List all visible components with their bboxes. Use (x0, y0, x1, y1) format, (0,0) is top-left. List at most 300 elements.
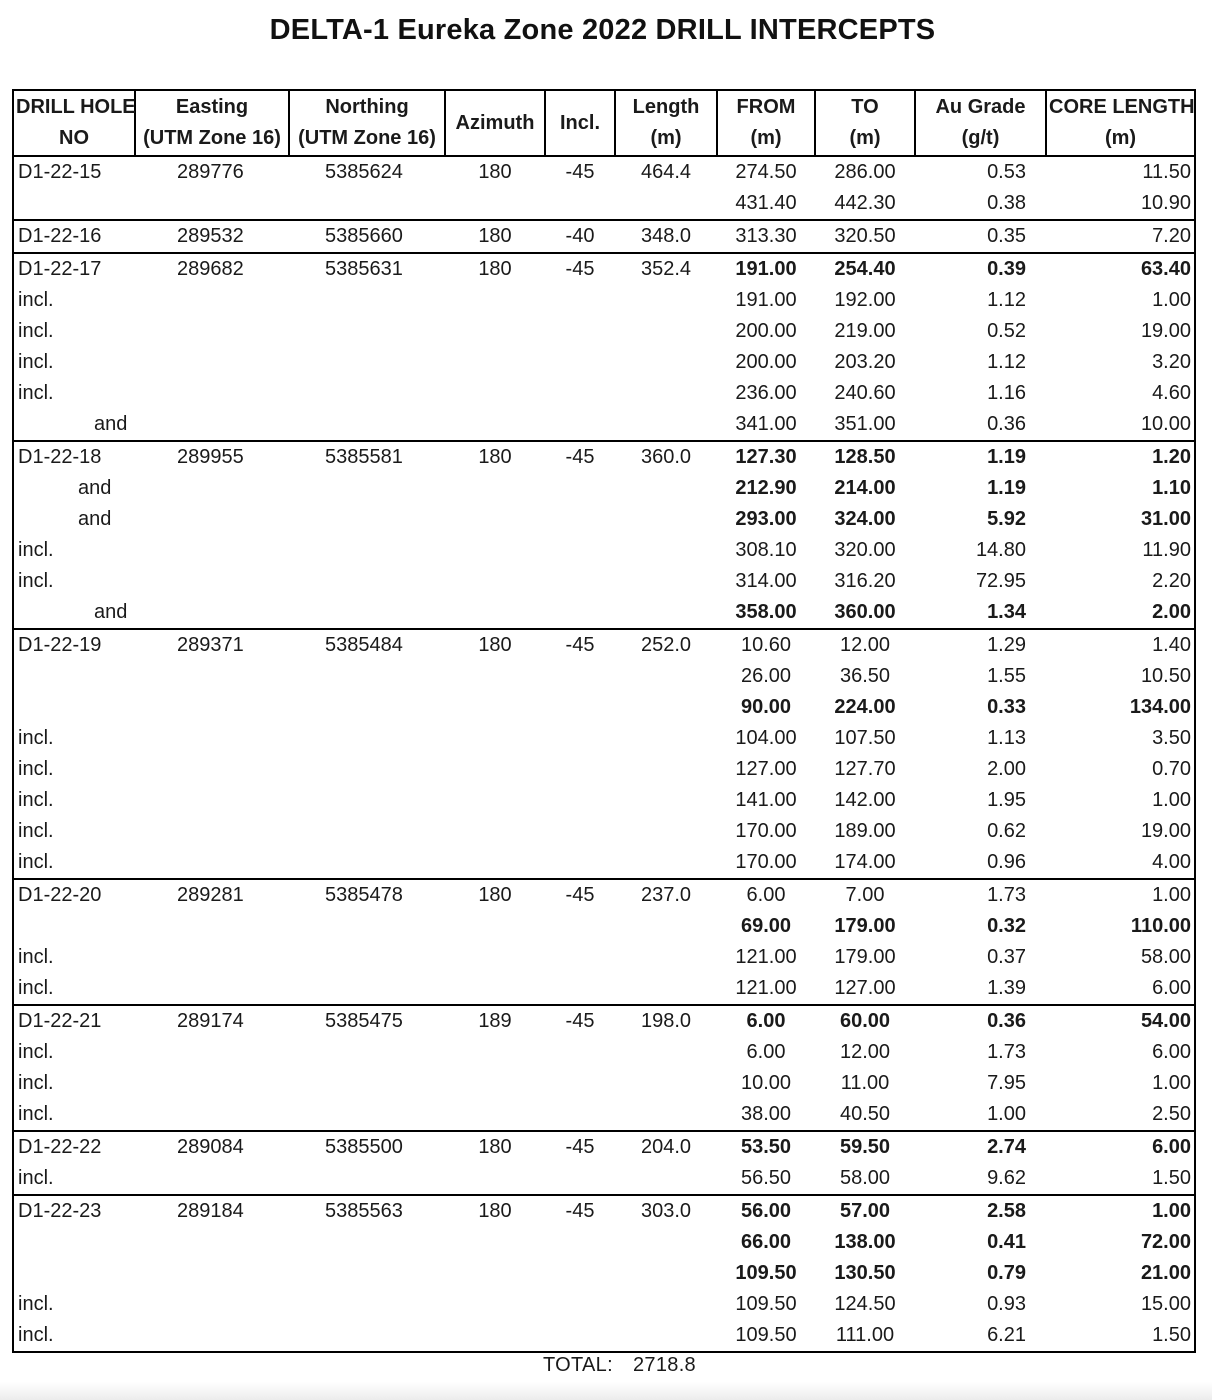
cell-to: 60.00 (815, 1005, 915, 1037)
cell-easting: 289174 (135, 1005, 289, 1037)
cell-northing (289, 1099, 445, 1131)
cell-easting (135, 785, 289, 816)
cell-from: 141.00 (735, 789, 797, 811)
header-core-length (1046, 90, 1195, 156)
cell-incl (545, 535, 615, 566)
cell-length (615, 847, 717, 879)
total-value: 2718.8 (633, 1354, 696, 1376)
cell-northing: 5385624 (289, 156, 445, 188)
cell-length (615, 1289, 717, 1320)
table-row (13, 1099, 1195, 1131)
cell-northing (289, 785, 445, 816)
cell-au-grade: 0.39 (915, 253, 1046, 285)
cell-length (615, 973, 717, 1005)
cell-au-grade: 1.29 (915, 629, 1046, 661)
cell-azimuth (445, 723, 545, 754)
cell-core-length: 1.00 (1046, 879, 1195, 911)
cell-incl (545, 847, 615, 879)
cell-easting: 289532 (135, 220, 289, 253)
cell-incl (545, 409, 615, 441)
cell-incl (545, 785, 615, 816)
cell-azimuth (445, 692, 545, 723)
cell-length (615, 942, 717, 973)
cell-azimuth: 180 (445, 220, 545, 253)
cell-incl (545, 316, 615, 347)
cell-interval-label: incl. (13, 723, 135, 754)
cell-northing (289, 597, 445, 629)
cell-au-grade: 1.12 (987, 289, 1026, 311)
cell-from: 53.50 (717, 1131, 815, 1163)
cell-easting: 289184 (135, 1195, 289, 1227)
cell-from: 191.00 (717, 253, 815, 285)
cell-to: 324.00 (834, 508, 896, 530)
cell-interval-label: incl. (13, 566, 135, 597)
table-row (13, 535, 1195, 566)
table-row (13, 911, 1195, 942)
cell-northing (289, 409, 445, 441)
table-row (13, 1131, 1195, 1163)
cell-from: 236.00 (735, 382, 797, 404)
cell-to: 240.60 (834, 382, 896, 404)
cell-length (615, 1227, 717, 1258)
cell-azimuth (445, 785, 545, 816)
cell-easting (135, 942, 289, 973)
cell-au-grade: 0.32 (987, 915, 1026, 937)
cell-length (615, 378, 717, 409)
cell-incl: -45 (545, 1005, 615, 1037)
header-line: NO (59, 127, 89, 149)
cell-incl (545, 754, 615, 785)
cell-northing (289, 1289, 445, 1320)
cell-azimuth: 180 (445, 1195, 545, 1227)
cell-length: 352.4 (615, 253, 717, 285)
cell-length (615, 188, 717, 220)
cell-interval-label: and (13, 473, 135, 504)
cell-to: 107.50 (834, 727, 896, 749)
cell-interval-label: incl. (13, 847, 135, 879)
cell-incl: -45 (545, 1195, 615, 1227)
cell-length (615, 1163, 717, 1195)
cell-azimuth: 180 (445, 441, 545, 473)
cell-easting (135, 316, 289, 347)
cell-easting: 289371 (135, 629, 289, 661)
table-row (13, 879, 1195, 911)
cell-au-grade: 6.21 (915, 1320, 1046, 1352)
cell-easting: 289776 (135, 156, 289, 188)
cell-core-length: 7.20 (1046, 220, 1195, 253)
cell-length (615, 566, 717, 597)
cell-northing (289, 504, 445, 535)
cell-to: 138.00 (834, 1231, 896, 1253)
cell-interval-label: incl. (13, 378, 135, 409)
cell-core-length: 19.00 (1046, 816, 1195, 847)
cell-northing (289, 1227, 445, 1258)
cell-to: 174.00 (834, 851, 896, 873)
cell-to: 124.50 (834, 1293, 896, 1315)
cell-incl (545, 1163, 615, 1195)
table-row (13, 316, 1195, 347)
cell-incl: -45 (545, 1131, 615, 1163)
cell-easting (135, 1037, 289, 1068)
cell-length (615, 535, 717, 566)
header-line: (m) (1104, 127, 1137, 149)
cell-incl (545, 188, 615, 220)
cell-northing (289, 535, 445, 566)
cell-azimuth (445, 973, 545, 1005)
cell-interval-label (13, 1227, 135, 1258)
cell-interval-label (13, 1258, 135, 1289)
cell-interval-label: incl. (13, 316, 135, 347)
table-row (13, 285, 1195, 316)
cell-length (615, 1099, 717, 1131)
table-row (13, 1037, 1195, 1068)
cell-to: 7.00 (815, 879, 915, 911)
cell-from: 127.30 (717, 441, 815, 473)
cell-northing (289, 347, 445, 378)
header-line: (UTM Zone 16) (143, 127, 281, 149)
cell-au-grade: 0.93 (987, 1293, 1026, 1315)
cell-azimuth (445, 597, 545, 629)
cell-to: 11.00 (840, 1072, 890, 1094)
cell-from: 38.00 (740, 1103, 792, 1125)
cell-easting (135, 1258, 289, 1289)
cell-northing (289, 847, 445, 879)
cell-from: 212.90 (735, 477, 797, 499)
cell-northing: 5385500 (289, 1131, 445, 1163)
cell-easting (135, 847, 289, 879)
cell-core-length: 1.00 (1046, 785, 1195, 816)
table-row (13, 188, 1195, 220)
cell-incl (545, 973, 615, 1005)
header-au-grade (915, 90, 1046, 156)
table-row (13, 1195, 1195, 1227)
header-from (717, 90, 815, 156)
cell-from: 308.10 (735, 539, 797, 561)
cell-au-grade: 0.38 (987, 192, 1026, 214)
cell-from: 431.40 (735, 192, 797, 214)
cell-easting (135, 911, 289, 942)
cell-to: 214.00 (834, 477, 896, 499)
cell-azimuth (445, 661, 545, 692)
cell-easting (135, 597, 289, 629)
cell-from: 341.00 (735, 413, 797, 435)
cell-au-grade: 1.19 (987, 477, 1026, 499)
cell-from: 191.00 (735, 289, 797, 311)
cell-au-grade: 7.95 (987, 1072, 1026, 1094)
cell-length (615, 285, 717, 316)
table-row (13, 504, 1195, 535)
cell-interval-label: and (13, 597, 135, 629)
cell-core-length: 58.00 (1046, 942, 1195, 973)
cell-interval-label: incl. (13, 1163, 135, 1195)
cell-interval-label: and (13, 504, 135, 535)
cell-azimuth (445, 504, 545, 535)
table-row (13, 597, 1195, 629)
table-row (13, 1258, 1195, 1289)
cell-northing (289, 723, 445, 754)
cell-to: 192.00 (834, 289, 896, 311)
cell-to: 58.00 (839, 1167, 891, 1189)
cell-interval-label: incl. (13, 347, 135, 378)
header-line: CORE LENGTH (1049, 96, 1195, 118)
header-line: TO (851, 96, 879, 118)
cell-northing: 5385631 (289, 253, 445, 285)
cell-incl (545, 1099, 615, 1131)
cell-from: 56.00 (717, 1195, 815, 1227)
cell-northing: 5385484 (289, 629, 445, 661)
cell-from: 10.60 (717, 629, 815, 661)
cell-to: 59.50 (815, 1131, 915, 1163)
cell-au-grade: 1.95 (987, 789, 1026, 811)
page-bottom-edge (0, 1382, 1212, 1400)
cell-core-length: 6.00 (1046, 973, 1195, 1005)
table-row (13, 816, 1195, 847)
cell-core-length: 10.90 (1046, 188, 1195, 220)
cell-azimuth: 180 (445, 879, 545, 911)
cell-au-grade: 1.39 (987, 977, 1026, 999)
cell-length (615, 816, 717, 847)
cell-au-grade: 2.00 (987, 758, 1026, 780)
cell-easting (135, 1320, 289, 1352)
total-label: TOTAL: (543, 1354, 613, 1376)
cell-from: 121.00 (735, 977, 797, 999)
cell-incl: -45 (545, 879, 615, 911)
cell-core-length: 3.50 (1046, 723, 1195, 754)
cell-from: 66.00 (740, 1231, 792, 1253)
header-azimuth: Azimuth (445, 90, 545, 156)
cell-core-length: 6.00 (1046, 1131, 1195, 1163)
cell-northing (289, 1068, 445, 1099)
total-row (543, 1354, 696, 1377)
cell-to: 12.00 (839, 1041, 891, 1063)
cell-azimuth (445, 754, 545, 785)
table-row (13, 754, 1195, 785)
cell-to: 127.00 (834, 977, 896, 999)
cell-easting (135, 661, 289, 692)
cell-incl (545, 347, 615, 378)
cell-to: 219.00 (834, 320, 896, 342)
header-line: (m) (650, 127, 682, 149)
header-to (815, 90, 915, 156)
table-row (13, 473, 1195, 504)
cell-length (615, 692, 717, 723)
cell-au-grade: 9.62 (987, 1167, 1026, 1189)
cell-easting: 289682 (135, 253, 289, 285)
cell-core-length: 1.10 (1046, 473, 1195, 504)
cell-northing: 5385478 (289, 879, 445, 911)
cell-azimuth (445, 316, 545, 347)
cell-core-length: 1.20 (1046, 441, 1195, 473)
cell-au-grade: 1.19 (915, 441, 1046, 473)
cell-au-grade: 0.36 (915, 1005, 1046, 1037)
cell-northing (289, 1163, 445, 1195)
cell-to: 36.50 (839, 665, 891, 687)
cell-northing (289, 316, 445, 347)
cell-from: 6.00 (746, 1041, 786, 1063)
cell-easting (135, 535, 289, 566)
cell-core-length: 2.00 (1046, 597, 1195, 629)
cell-from: 109.50 (735, 1293, 797, 1315)
cell-incl (545, 597, 615, 629)
cell-drill-hole: D1-22-23 (13, 1195, 135, 1227)
cell-azimuth (445, 535, 545, 566)
cell-from: 90.00 (740, 696, 792, 718)
cell-from: 170.00 (735, 820, 797, 842)
cell-easting (135, 504, 289, 535)
cell-northing (289, 473, 445, 504)
header-drill-hole (13, 90, 135, 156)
cell-drill-hole: D1-22-18 (13, 441, 135, 473)
cell-interval-label: incl. (13, 285, 135, 316)
cell-au-grade: 1.34 (987, 601, 1026, 623)
cell-core-length: 1.00 (1046, 1068, 1195, 1099)
table-row (13, 942, 1195, 973)
cell-au-grade: 1.00 (987, 1103, 1026, 1125)
table-row (13, 847, 1195, 879)
cell-core-length: 10.00 (1046, 409, 1195, 441)
cell-from: 6.00 (717, 1005, 815, 1037)
cell-northing (289, 942, 445, 973)
table-row (13, 1163, 1195, 1195)
cell-au-grade: 0.36 (987, 413, 1026, 435)
cell-length: 204.0 (615, 1131, 717, 1163)
cell-interval-label: incl. (13, 785, 135, 816)
table-row (13, 378, 1195, 409)
header-northing (289, 90, 445, 156)
cell-au-grade: 1.73 (915, 879, 1046, 911)
cell-to: 320.50 (815, 220, 915, 253)
cell-core-length: 0.70 (1046, 754, 1195, 785)
cell-interval-label: incl. (13, 535, 135, 566)
header-line: Length (632, 96, 700, 118)
cell-au-grade: 0.41 (987, 1231, 1026, 1253)
cell-to: 130.50 (834, 1262, 896, 1284)
cell-length (615, 661, 717, 692)
table-row (13, 253, 1195, 285)
cell-azimuth (445, 1289, 545, 1320)
cell-easting (135, 378, 289, 409)
cell-from: 200.00 (735, 351, 797, 373)
cell-azimuth (445, 1163, 545, 1195)
cell-easting (135, 285, 289, 316)
cell-easting (135, 1163, 289, 1195)
cell-easting (135, 473, 289, 504)
cell-northing: 5385581 (289, 441, 445, 473)
cell-core-length: 1.00 (1046, 285, 1195, 316)
cell-azimuth (445, 942, 545, 973)
cell-incl: -45 (545, 156, 615, 188)
cell-from: 127.00 (735, 758, 797, 780)
cell-length (615, 911, 717, 942)
cell-to: 127.70 (834, 758, 896, 780)
cell-interval-label (13, 661, 135, 692)
cell-incl (545, 1227, 615, 1258)
cell-au-grade: 1.16 (987, 382, 1026, 404)
cell-au-grade: 5.92 (987, 508, 1026, 530)
cell-northing (289, 661, 445, 692)
cell-easting (135, 566, 289, 597)
table-row (13, 441, 1195, 473)
cell-length (615, 316, 717, 347)
cell-from: 69.00 (740, 915, 792, 937)
cell-northing (289, 1320, 445, 1352)
header-easting (135, 90, 289, 156)
cell-au-grade: 2.58 (915, 1195, 1046, 1227)
cell-to: 360.00 (834, 601, 896, 623)
cell-au-grade: 1.55 (987, 665, 1026, 687)
header-line: (m) (849, 127, 881, 149)
cell-northing (289, 188, 445, 220)
cell-length (615, 1037, 717, 1068)
page-title: DELTA-1 Eureka Zone 2022 DRILL INTERCEPTS (269, 14, 936, 46)
cell-interval-label: incl. (13, 973, 135, 1005)
cell-interval-label: and (13, 409, 135, 441)
cell-northing (289, 692, 445, 723)
cell-core-length: 110.00 (1046, 911, 1195, 942)
cell-length (615, 504, 717, 535)
cell-au-grade: 1.13 (987, 727, 1026, 749)
cell-drill-hole: D1-22-15 (13, 156, 135, 188)
cell-azimuth: 180 (445, 253, 545, 285)
cell-easting (135, 692, 289, 723)
cell-azimuth (445, 1320, 545, 1352)
cell-to: 128.50 (815, 441, 915, 473)
table-row (13, 220, 1195, 253)
cell-azimuth (445, 1227, 545, 1258)
cell-easting (135, 754, 289, 785)
cell-au-grade: 1.73 (987, 1041, 1026, 1063)
cell-core-length: 63.40 (1046, 253, 1195, 285)
cell-incl: -45 (545, 441, 615, 473)
table-row (13, 661, 1195, 692)
cell-to: 189.00 (834, 820, 896, 842)
cell-length (615, 597, 717, 629)
cell-core-length: 6.00 (1046, 1037, 1195, 1068)
cell-core-length: 15.00 (1046, 1289, 1195, 1320)
cell-au-grade: 0.96 (987, 851, 1026, 873)
cell-au-grade: 0.35 (915, 220, 1046, 253)
table-body (13, 156, 1195, 1352)
cell-azimuth (445, 816, 545, 847)
cell-core-length: 19.00 (1046, 316, 1195, 347)
cell-core-length: 1.00 (1046, 1195, 1195, 1227)
cell-azimuth (445, 285, 545, 316)
cell-core-length: 1.50 (1046, 1163, 1195, 1195)
cell-au-grade: 72.95 (975, 570, 1026, 592)
cell-easting (135, 347, 289, 378)
cell-incl (545, 1037, 615, 1068)
cell-incl (545, 1289, 615, 1320)
table-row (13, 1320, 1195, 1352)
cell-northing (289, 566, 445, 597)
header-line: Easting (175, 96, 249, 118)
cell-length: 464.4 (615, 156, 717, 188)
header-line: FROM (736, 96, 796, 118)
cell-azimuth (445, 378, 545, 409)
table-row (13, 347, 1195, 378)
cell-from: 200.00 (735, 320, 797, 342)
cell-to: 442.30 (834, 192, 896, 214)
cell-core-length: 54.00 (1046, 1005, 1195, 1037)
cell-incl (545, 378, 615, 409)
header-line: (m) (750, 127, 782, 149)
table-header (13, 90, 1195, 156)
cell-length (615, 754, 717, 785)
cell-au-grade: 14.80 (975, 539, 1026, 561)
cell-from: 56.50 (740, 1167, 792, 1189)
cell-incl (545, 1320, 615, 1352)
cell-incl (545, 692, 615, 723)
